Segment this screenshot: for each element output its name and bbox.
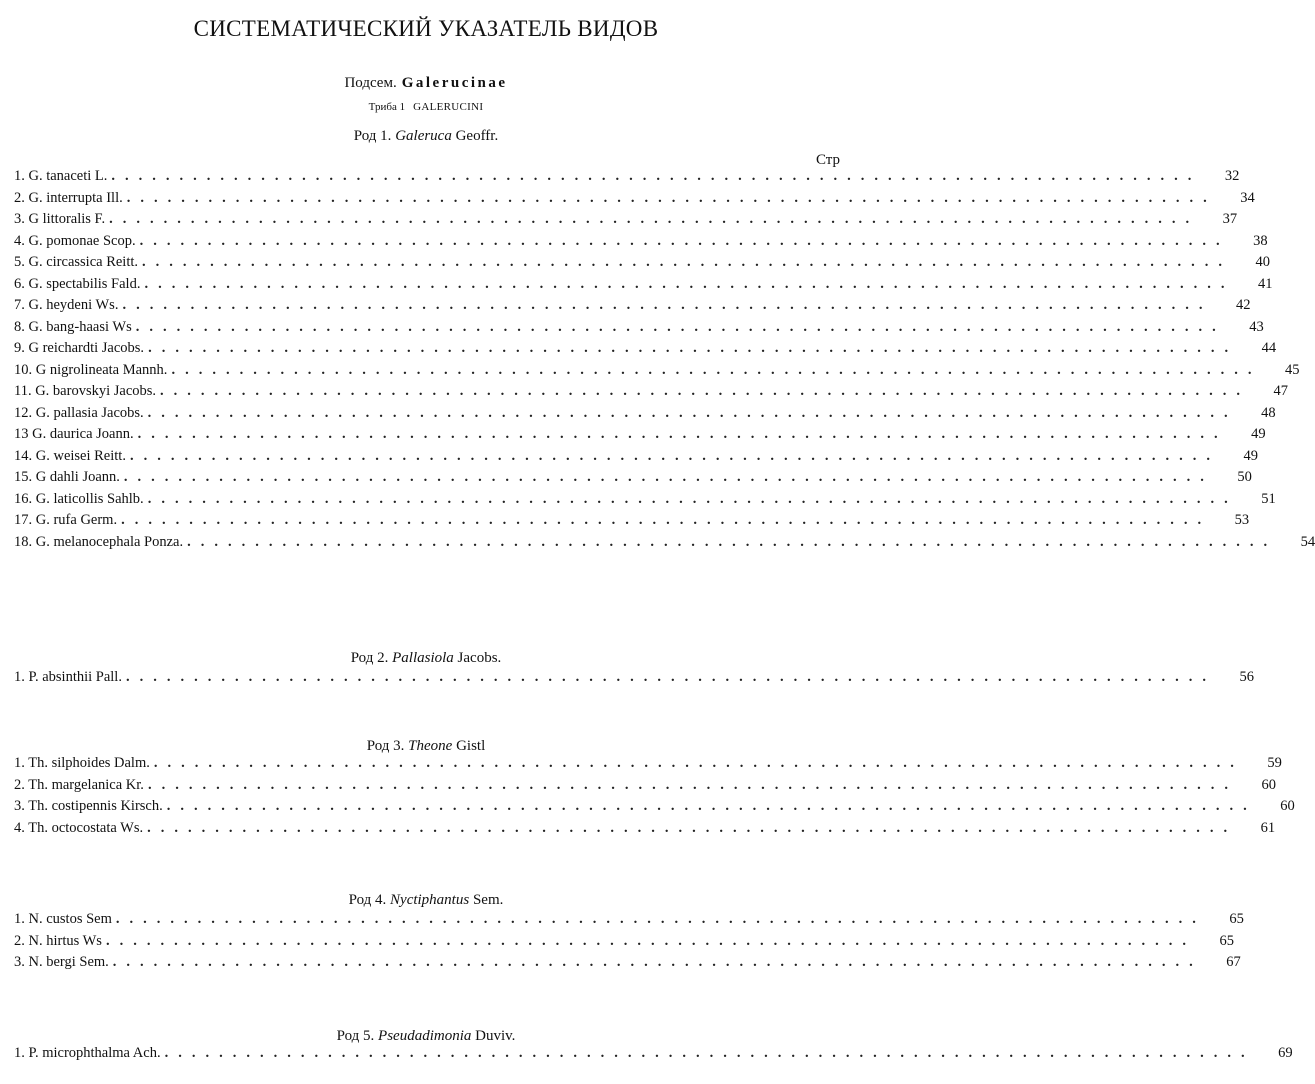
- species-name: 1. P. microphthalma Ach.: [14, 1045, 161, 1061]
- dot-leader: ................................................................................: [139, 232, 1230, 249]
- dot-leader: ................................................................................: [147, 490, 1238, 507]
- page-number: 53: [1234, 512, 1250, 528]
- dot-leader: ................................................................................: [126, 189, 1217, 206]
- species-entry: [14, 775, 1276, 795]
- species-entry: [14, 952, 1241, 972]
- species-name: 15. G dahli Joann.: [14, 469, 120, 485]
- page-number: 50: [1237, 469, 1252, 485]
- tribe-prefix: Триба 1: [368, 101, 406, 113]
- page-number: 40: [1255, 254, 1271, 270]
- species-entry: [14, 209, 1238, 229]
- dot-leader: ................................................................................: [160, 383, 1251, 399]
- dot-leader: ................................................................................: [148, 340, 1239, 356]
- species-entry: [14, 338, 1277, 358]
- species-entry: [14, 317, 1264, 337]
- species-entry: [14, 231, 1268, 251]
- dot-leader: ................................................................................: [122, 297, 1213, 313]
- dot-leader: ................................................................................: [115, 911, 1206, 927]
- genus-heading: [0, 892, 852, 909]
- species-name: 4. Th. octocostata Ws.: [14, 819, 144, 836]
- page-number: 56: [1239, 669, 1254, 685]
- species-name: 11. G. barovskyi Jacobs.: [14, 383, 157, 399]
- species-entry: [14, 510, 1250, 530]
- species-name: 12. G. pallasia Jacobs.: [14, 404, 144, 421]
- species-name: 10. G nigrolineata Mannh.: [14, 361, 168, 378]
- page-number: 69: [1278, 1045, 1293, 1061]
- species-entry: [14, 424, 1266, 444]
- species-name: 6. G. spectabilis Fald.: [14, 275, 141, 292]
- species-name: 1. N. custos Sem: [14, 911, 112, 927]
- species-entry: [14, 931, 1234, 951]
- genus-prefix: Род 1.: [353, 128, 396, 144]
- dot-leader: ................................................................................: [109, 211, 1200, 227]
- species-name: 8. G. bang-haasi Ws: [14, 318, 132, 335]
- genus-author: Duviv.: [471, 1028, 516, 1044]
- species-name: 9. G reichardti Jacobs.: [14, 340, 145, 356]
- dot-leader: ................................................................................: [164, 1045, 1255, 1061]
- genus-name: Pseudadimonia: [378, 1028, 472, 1044]
- page-number: 43: [1249, 318, 1264, 335]
- dot-leader: ................................................................................: [123, 469, 1214, 485]
- species-name: 16. G. laticollis Sahlb.: [14, 490, 144, 507]
- species-entry: [14, 166, 1240, 186]
- subfamily-prefix: Подсем.: [344, 75, 397, 91]
- species-entry: [14, 381, 1289, 401]
- species-entry: [14, 274, 1273, 294]
- page-number: 49: [1251, 426, 1266, 442]
- page-number: 49: [1243, 447, 1258, 464]
- page-number: 54: [1300, 533, 1315, 550]
- page-number: 65: [1229, 911, 1244, 927]
- genus-name: Galeruca: [395, 128, 452, 144]
- page-number: 59: [1267, 755, 1282, 771]
- dot-leader: ................................................................................: [105, 932, 1196, 949]
- species-entry: [14, 1043, 1293, 1063]
- dot-leader: ................................................................................: [147, 819, 1238, 836]
- species-entry: [14, 753, 1282, 773]
- species-entry: [14, 667, 1254, 687]
- species-name: 14. G. weisei Reitt.: [14, 447, 126, 464]
- species-entry: [14, 360, 1300, 380]
- genus-author: Jacobs.: [453, 650, 502, 666]
- genus-author: Gistl: [452, 738, 486, 754]
- species-name: 17. G. rufa Germ.: [14, 512, 118, 528]
- species-entry: [14, 295, 1251, 315]
- subfamily-name: Galerucinae: [401, 75, 508, 91]
- page-number: 38: [1253, 232, 1268, 249]
- species-entry: [14, 467, 1252, 487]
- dot-leader: ................................................................................: [112, 954, 1203, 970]
- species-name: 4. G. pomonae Scop.: [14, 232, 136, 249]
- species-name: 1. Th. silphoides Dalm.: [14, 755, 150, 771]
- page-number: 41: [1257, 275, 1273, 292]
- dot-leader: ................................................................................: [121, 512, 1212, 528]
- genus-author: Geoffr.: [451, 128, 499, 144]
- dot-leader: ................................................................................: [153, 755, 1244, 771]
- species-entry: [14, 818, 1276, 838]
- dot-leader: ................................................................................: [166, 798, 1257, 814]
- genus-author: Sem.: [469, 892, 504, 908]
- species-name: 2. N. hirtus Ws: [14, 932, 102, 949]
- species-name: 3. Th. costipennis Kirsch.: [14, 798, 163, 814]
- dot-leader: ................................................................................: [137, 426, 1228, 442]
- species-name: 7. G. heydeni Ws.: [14, 297, 119, 313]
- page-number: 34: [1240, 189, 1255, 206]
- tribe-name: GALERUCINI: [413, 101, 484, 113]
- species-entry: [14, 252, 1271, 272]
- page-number: 48: [1261, 404, 1276, 421]
- page-number: 44: [1261, 340, 1277, 356]
- species-name: 2. Th. margelanica Kr.: [14, 776, 144, 793]
- dot-leader: ................................................................................: [125, 669, 1216, 685]
- page-column-header: Стр: [815, 152, 840, 168]
- species-name: 3. N. bergi Sem.: [14, 954, 109, 970]
- page-number: 32: [1224, 168, 1240, 184]
- page-number: 47: [1273, 383, 1289, 399]
- dot-leader: ................................................................................: [147, 404, 1238, 421]
- page-number: 65: [1219, 932, 1234, 949]
- dot-leader: ................................................................................: [129, 447, 1220, 464]
- species-name: 3. G littoralis F.: [14, 211, 106, 227]
- dot-leader: ................................................................................: [111, 168, 1202, 184]
- page-title: СИСТЕМАТИЧЕСКИЙ УКАЗАТЕЛЬ ВИДОВ: [193, 16, 659, 41]
- species-entry: [14, 796, 1295, 816]
- species-name: 2. G. interrupta Ill.: [14, 189, 123, 206]
- dot-leader: ................................................................................: [147, 776, 1238, 793]
- page-number: 61: [1260, 819, 1276, 836]
- genus-prefix: Род 4.: [348, 892, 391, 908]
- page-number: 60: [1280, 798, 1295, 814]
- genus-prefix: Род 3.: [366, 738, 409, 754]
- genus-prefix: Род 5.: [336, 1028, 379, 1044]
- species-name: 18. G. melanocephala Ponza.: [14, 533, 184, 550]
- dot-leader: ................................................................................: [144, 275, 1235, 292]
- genus-name: Theone: [408, 738, 453, 754]
- dot-leader: ................................................................................: [142, 254, 1233, 270]
- species-entry: [14, 532, 1315, 552]
- page-number: 51: [1261, 490, 1276, 507]
- page-number: 37: [1222, 211, 1238, 227]
- page-number: 67: [1226, 954, 1241, 970]
- dot-leader: ................................................................................: [171, 361, 1262, 378]
- species-entry: [14, 446, 1258, 466]
- species-entry: [14, 489, 1276, 509]
- dot-leader: ................................................................................: [135, 318, 1226, 335]
- species-name: 13 G. daurica Joann.: [14, 426, 134, 442]
- species-entry: [14, 188, 1255, 208]
- species-name: 5. G. circassica Reitt.: [14, 254, 139, 270]
- genus-name: Pallasiola: [392, 650, 454, 666]
- genus-heading: [0, 650, 852, 667]
- dot-leader: ................................................................................: [187, 533, 1278, 550]
- species-entry: [14, 909, 1244, 929]
- species-name: 1. G. tanaceti L.: [14, 168, 108, 184]
- species-name: 1. P. absinthii Pall.: [14, 669, 122, 685]
- genus-prefix: Род 2.: [350, 650, 393, 666]
- page-number: 42: [1235, 297, 1251, 313]
- genus-name: Nyctiphantus: [390, 892, 470, 908]
- page-number: 45: [1284, 361, 1300, 378]
- species-entry: [14, 403, 1276, 423]
- genus-heading: [0, 128, 852, 145]
- page-number: 60: [1261, 776, 1276, 793]
